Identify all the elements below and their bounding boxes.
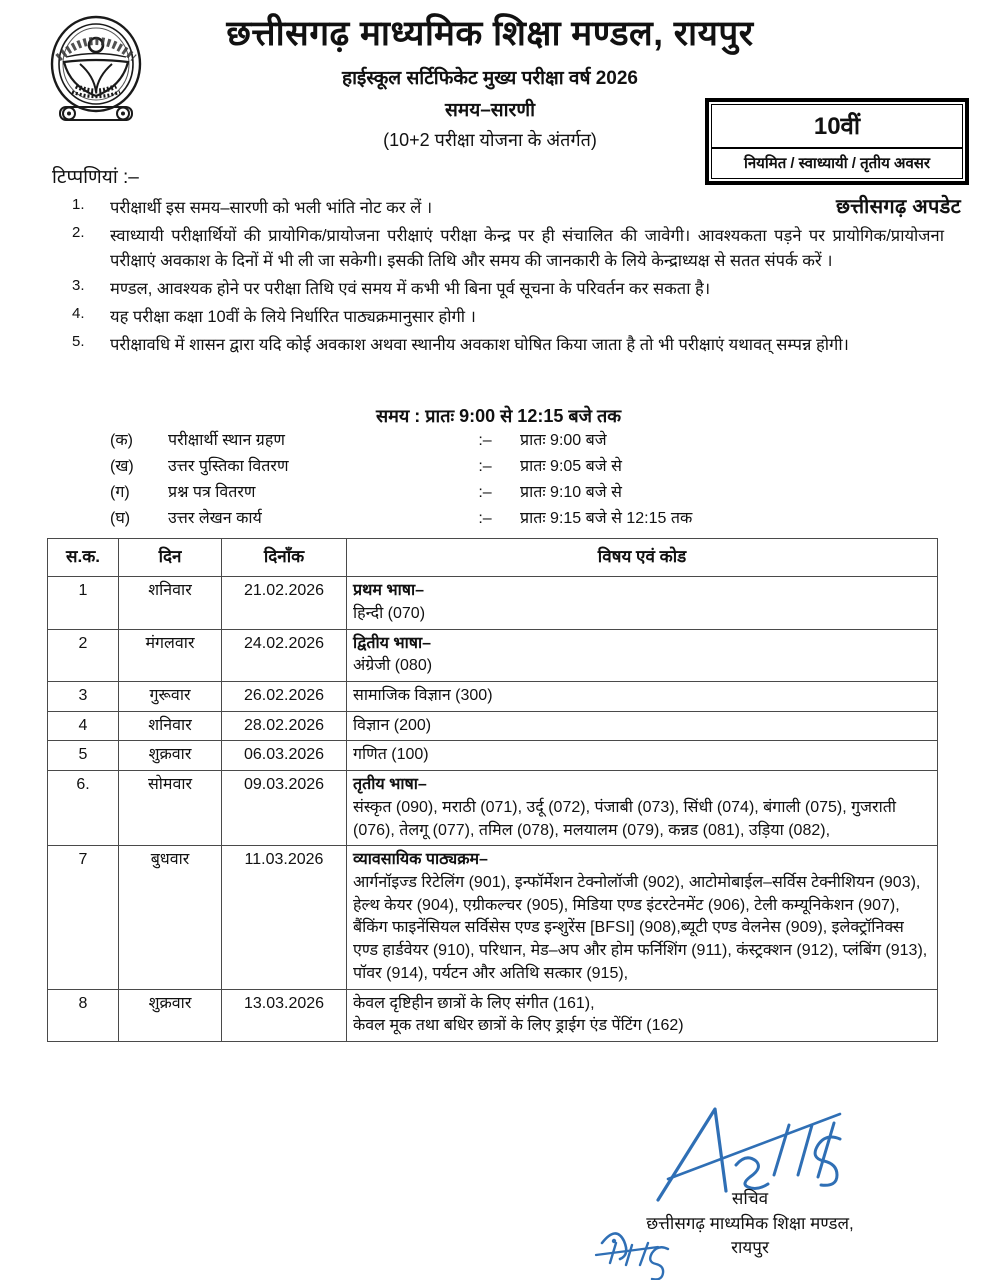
table-row bbox=[48, 711, 938, 741]
timing-label: उत्तर लेखन कार्य bbox=[168, 509, 262, 527]
cell-day: शुक्रवार bbox=[119, 741, 222, 771]
column-header-serial: स.क. bbox=[48, 539, 119, 577]
note-text: यह परीक्षा कक्षा 10वीं के लिये निर्धारित पाठ्यक्रमानुसार होगी । bbox=[110, 308, 476, 327]
signatory-designation: सचिव bbox=[731, 1189, 769, 1208]
cell-date: 28.02.2026 bbox=[222, 711, 347, 741]
table-row bbox=[48, 629, 938, 681]
exam-title: हाईस्कूल सर्टिफिकेट मुख्य परीक्षा वर्ष 2026 bbox=[341, 68, 639, 90]
table-row bbox=[48, 741, 938, 771]
subject-heading: व्यावसायिक पाठ्यक्रम– bbox=[353, 851, 488, 869]
timing-value: प्रातः 9:10 बजे से bbox=[520, 483, 622, 501]
subject-list: आर्गनॉइज्ड रिटेलिंग (901), इन्फॉर्मेशन टेक्नोलॉजी (902), आटोमोबाईल–सर्विस टेक्नीशियन (903), हेल्थ केयर (904), एग्रीकल्चर (905), मिडिया एण्ड इंटरटेनमेंट (906), टेली कम्यूनिकेशन (907), बैंकिंग फाइनेंसियल सर्विसेस एण्ड इन्शुरेंस [BFSI] (908),ब्यूटी एण्ड वेलनेस (909), इलेक्ट्रॉनिक्स एण्ड हार्डवेयर (910), परिधान, मेड–अप और होम फर्निशिंग (911), कंस्ट्रक्शन (912), प्लंबिंग (913), पॉवर (914), पर्यटन और अतिथि सत्कार (915), bbox=[353, 874, 928, 982]
note-number: 3. bbox=[72, 277, 85, 295]
timing-value: प्रातः 9:00 बजे bbox=[520, 432, 607, 449]
cell-subject bbox=[347, 629, 938, 681]
note-text: स्वाध्यायी परीक्षार्थियों की प्रायोगिक/प्रायोजना परीक्षाएं परीक्षा केन्द्र पर ही संचालित की जावेगी। आवश्यकता पड़ने पर प्रायोगिक/प्रायोजना परीक्षाएं अवकाश के दिनों में भी ली जा सकेगी। इसकी तिथि और समय की जानकारी के लिये केन्द्राध्यक्ष से सतत संपर्क करें । bbox=[110, 227, 944, 271]
cgbse-emblem-icon bbox=[36, 12, 156, 132]
column-header-date: दिनाँक bbox=[222, 539, 347, 577]
cell-day: शनिवार bbox=[119, 711, 222, 741]
subject-list: अंग्रेजी (080) bbox=[353, 657, 433, 675]
notes-list bbox=[40, 196, 950, 361]
class-label: 10वीं bbox=[712, 105, 962, 149]
signatory-org-line2: रायपुर bbox=[731, 1238, 769, 1258]
timing-separator: :– bbox=[478, 432, 492, 449]
note-number: 4. bbox=[72, 305, 85, 323]
cell-serial: 8 bbox=[48, 989, 119, 1041]
table-row bbox=[48, 989, 938, 1041]
note-number: 2. bbox=[72, 224, 85, 242]
column-header-day: दिन bbox=[119, 539, 222, 577]
subject-list: संस्कृत (090), मराठी (071), उर्दू (072), पंजाबी (073), सिंधी (074), बंगाली (075), गुजराती (076), तेलगू (077), तमिल (078), मलयालम (079), कन्नड (081), उड़िया (082), bbox=[353, 798, 896, 839]
signature-text bbox=[540, 1187, 960, 1261]
cell-date: 13.03.2026 bbox=[222, 989, 347, 1041]
subject-heading: तृतीय भाषा– bbox=[353, 776, 427, 794]
cell-day: गुरूवार bbox=[119, 682, 222, 712]
exam-scheme-note: (10+2 परीक्षा योजना के अंतर्गत) bbox=[383, 130, 597, 151]
timing-item bbox=[0, 480, 987, 506]
timing-item bbox=[0, 454, 987, 480]
cell-subject bbox=[347, 989, 938, 1041]
cell-subject bbox=[347, 771, 938, 846]
table-row bbox=[48, 846, 938, 989]
subject-list: सामाजिक विज्ञान (300) bbox=[353, 687, 493, 704]
exam-timing-title: समय : प्रातः 9:00 से 12:15 बजे तक bbox=[375, 406, 622, 426]
timing-item bbox=[0, 506, 987, 532]
class-info-box bbox=[705, 98, 969, 185]
exam-schedule-table bbox=[47, 538, 938, 1042]
subject-list: गणित (100) bbox=[353, 746, 429, 764]
cell-serial: 6. bbox=[48, 771, 119, 846]
timing-label: प्रश्न पत्र वितरण bbox=[168, 483, 256, 501]
cell-serial: 2 bbox=[48, 629, 119, 681]
cell-serial: 5 bbox=[48, 741, 119, 771]
cell-subject bbox=[347, 846, 938, 989]
timing-key: (क) bbox=[110, 432, 133, 449]
cell-day: सोमवार bbox=[119, 771, 222, 846]
cell-day: शुक्रवार bbox=[119, 989, 222, 1041]
timing-value: प्रातः 9:15 बजे से 12:15 तक bbox=[520, 509, 693, 527]
candidate-type-label: नियमित / स्वाध्यायी / तृतीय अवसर bbox=[743, 155, 931, 172]
timing-key: (घ) bbox=[110, 509, 131, 527]
document-header bbox=[0, 0, 987, 180]
table-row bbox=[48, 682, 938, 712]
cell-serial: 4 bbox=[48, 711, 119, 741]
exam-timing-list bbox=[0, 428, 987, 532]
table-header-row bbox=[48, 539, 938, 577]
subject-list: हिन्दी (070) bbox=[353, 604, 426, 622]
table-row bbox=[48, 577, 938, 629]
cell-date: 21.02.2026 bbox=[222, 577, 347, 629]
note-item bbox=[40, 333, 950, 358]
timing-label: परीक्षार्थी स्थान ग्रहण bbox=[168, 432, 285, 449]
cell-day: मंगलवार bbox=[119, 629, 222, 681]
timing-item bbox=[0, 428, 987, 454]
cell-subject bbox=[347, 682, 938, 712]
note-number: 5. bbox=[72, 333, 85, 351]
timetable-subtitle: समय–सारणी bbox=[445, 100, 535, 122]
cell-subject bbox=[347, 711, 938, 741]
note-item bbox=[40, 277, 950, 302]
cell-serial: 7 bbox=[48, 846, 119, 989]
cell-date: 11.03.2026 bbox=[222, 846, 347, 989]
signature-block bbox=[540, 1095, 987, 1280]
table-row bbox=[48, 771, 938, 846]
notes-heading: टिप्पणियां :– bbox=[52, 167, 139, 188]
watermark-text: छत्तीसगढ़ अपडेट bbox=[835, 196, 961, 218]
note-number: 1. bbox=[72, 196, 85, 213]
note-text: परीक्षार्थी इस समय–सारणी को भली भांति नोट कर लें । bbox=[110, 199, 433, 217]
note-item bbox=[40, 196, 950, 221]
timing-key: (ख) bbox=[110, 457, 134, 475]
timing-separator: :– bbox=[478, 509, 492, 527]
organisation-title: छत्तीसगढ़ माध्यमिक शिक्षा मण्डल, रायपुर bbox=[226, 14, 754, 53]
cell-serial: 1 bbox=[48, 577, 119, 629]
timing-key: (ग) bbox=[110, 483, 130, 501]
timing-separator: :– bbox=[478, 457, 492, 475]
cell-date: 06.03.2026 bbox=[222, 741, 347, 771]
cell-date: 24.02.2026 bbox=[222, 629, 347, 681]
timing-label: उत्तर पुस्तिका वितरण bbox=[168, 457, 289, 475]
signatory-org-line1: छत्तीसगढ़ माध्यमिक शिक्षा मण्डल, bbox=[646, 1213, 854, 1233]
cell-date: 26.02.2026 bbox=[222, 682, 347, 712]
note-text: परीक्षावधि में शासन द्वारा यदि कोई अवकाश अथवा स्थानीय अवकाश घोषित किया जाता है तो भी परीक्षाएं यथावत् सम्पन्न होगी। bbox=[110, 336, 849, 355]
subject-list: केवल मूक तथा बधिर छात्रों के लिए ड्राईग एंड पेंटिंग (162) bbox=[353, 1017, 684, 1035]
subject-list: विज्ञान (200) bbox=[353, 716, 432, 734]
note-item bbox=[40, 305, 950, 330]
subject-heading: द्वितीय भाषा– bbox=[353, 634, 432, 652]
cell-subject bbox=[347, 741, 938, 771]
timing-separator: :– bbox=[478, 483, 492, 501]
column-header-subject: विषय एवं कोड bbox=[347, 539, 938, 577]
note-text: मण्डल, आवश्यक होने पर परीक्षा तिथि एवं समय में कभी भी बिना पूर्व सूचना के परिवर्तन कर सकता है। bbox=[110, 280, 711, 299]
cell-day: बुधवार bbox=[119, 846, 222, 989]
note-item bbox=[40, 224, 950, 274]
subject-heading: प्रथम भाषा– bbox=[353, 582, 425, 600]
cell-subject bbox=[347, 577, 938, 629]
cell-date: 09.03.2026 bbox=[222, 771, 347, 846]
subject-heading: केवल दृष्टिहीन छात्रों के लिए संगीत (161), bbox=[353, 994, 595, 1012]
timing-value: प्रातः 9:05 बजे से bbox=[520, 457, 622, 475]
cell-day: शनिवार bbox=[119, 577, 222, 629]
cell-serial: 3 bbox=[48, 682, 119, 712]
